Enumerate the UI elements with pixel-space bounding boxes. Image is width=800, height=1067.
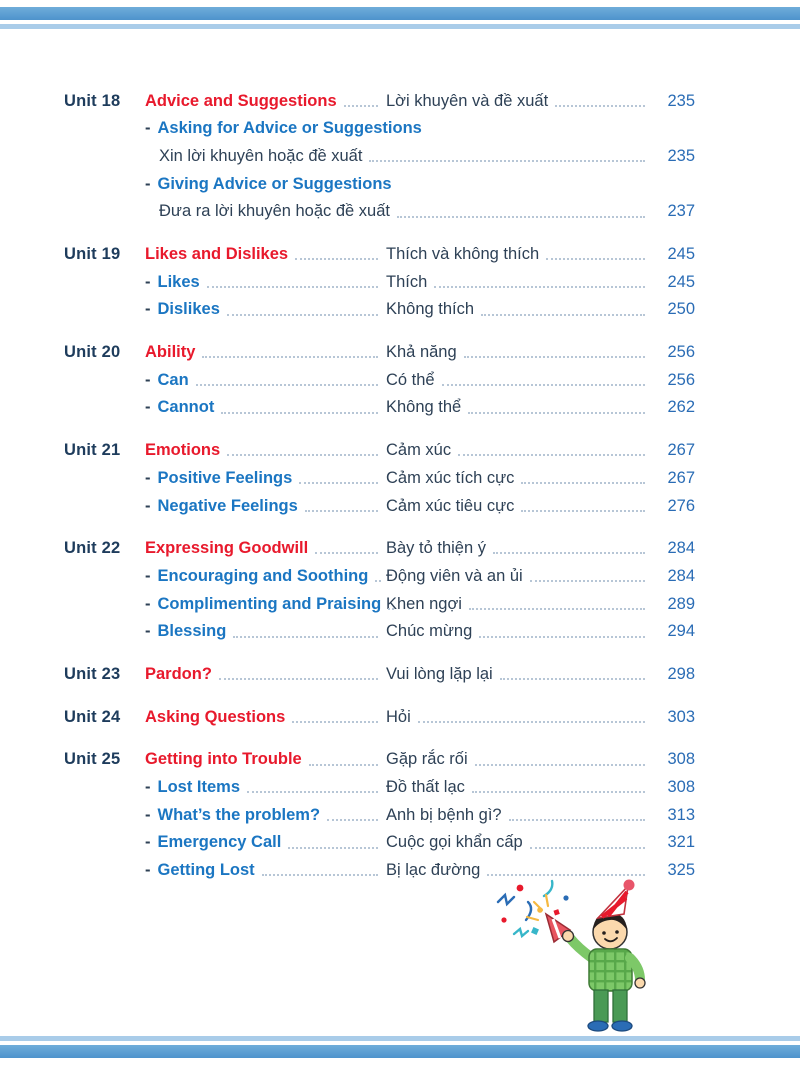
toc-unit bbox=[64, 703, 695, 731]
unit-title-vi-cell bbox=[386, 666, 653, 683]
unit-label: Unit 22 bbox=[64, 539, 121, 558]
unit-title-cell bbox=[145, 709, 386, 726]
page-number: 235 bbox=[667, 91, 695, 110]
unit-title-vi-cell bbox=[386, 540, 653, 557]
sub-dash: - bbox=[145, 272, 151, 291]
page-number: 313 bbox=[667, 805, 695, 824]
unit-title-cell bbox=[145, 540, 386, 557]
toc-sub-row bbox=[64, 492, 695, 520]
unit-label: Unit 23 bbox=[64, 664, 121, 683]
unit-title-vi: Lời khuyên và đề xuất bbox=[386, 91, 549, 110]
toc-sub-row bbox=[64, 268, 695, 296]
toc-unit-row bbox=[64, 87, 695, 115]
top-stripe-thick bbox=[0, 7, 800, 20]
sub-title-en: What’s the problem? bbox=[157, 805, 321, 824]
unit-title-cell bbox=[145, 442, 386, 459]
dot-leader bbox=[315, 552, 378, 554]
toc-sub-row bbox=[64, 198, 695, 226]
toc-unit-row bbox=[64, 535, 695, 563]
page-number: 321 bbox=[667, 833, 695, 852]
sub-title-en: Giving Advice or Suggestions bbox=[157, 174, 392, 193]
unit-title-vi-cell bbox=[386, 709, 653, 726]
unit-title-vi-cell bbox=[386, 442, 653, 459]
sub-dash: - bbox=[145, 805, 151, 824]
page-number: 235 bbox=[667, 146, 695, 165]
sub-title-en: Asking for Advice or Suggestions bbox=[157, 119, 422, 138]
unit-title-cell bbox=[145, 666, 386, 683]
sub-title-vi: Bị lạc đường bbox=[386, 861, 481, 880]
toc-unit bbox=[64, 240, 695, 323]
unit-title-vi: Khả năng bbox=[386, 343, 457, 362]
sub-dash: - bbox=[145, 300, 151, 319]
page-number: 237 bbox=[667, 202, 695, 221]
dot-leader bbox=[479, 636, 645, 638]
page-number: 250 bbox=[667, 300, 695, 319]
unit-title-en: Expressing Goodwill bbox=[145, 539, 309, 558]
dot-leader bbox=[221, 412, 378, 414]
unit-title-cell bbox=[145, 344, 386, 361]
dot-leader bbox=[500, 678, 645, 680]
toc-list bbox=[64, 87, 695, 884]
unit-title-vi: Hỏi bbox=[386, 707, 411, 726]
unit-title-vi: Bày tỏ thiện ý bbox=[386, 539, 486, 558]
sub-title-vi: Xin lời khuyên hoặc đề xuất bbox=[159, 146, 363, 165]
sub-title-en: Blessing bbox=[157, 622, 227, 641]
sub-title-en: Complimenting and Praising bbox=[157, 594, 382, 613]
unit-title-en: Ability bbox=[145, 343, 196, 362]
toc-unit bbox=[64, 87, 695, 225]
unit-title-cell bbox=[145, 751, 386, 768]
sub-dash: - bbox=[145, 468, 151, 487]
dot-leader bbox=[458, 454, 645, 456]
page-number: 325 bbox=[667, 861, 695, 880]
toc-sub-row bbox=[64, 394, 695, 422]
boy-party-popper-illustration bbox=[480, 876, 695, 1054]
dot-leader bbox=[530, 580, 645, 582]
page-number: 284 bbox=[667, 566, 695, 585]
sub-title-en: Emergency Call bbox=[157, 833, 282, 852]
dot-leader bbox=[233, 636, 378, 638]
unit-title-en: Asking Questions bbox=[145, 707, 286, 726]
unit-title-vi: Gặp rắc rối bbox=[386, 750, 468, 769]
sub-title-en: Getting Lost bbox=[157, 861, 255, 880]
sub-title-vi: Cuộc gọi khẩn cấp bbox=[386, 833, 523, 852]
dot-leader bbox=[388, 608, 394, 610]
dot-leader bbox=[207, 286, 378, 288]
sub-title-vi: Anh bị bệnh gì? bbox=[386, 805, 502, 824]
page-number: 267 bbox=[667, 441, 695, 460]
sub-title-en: Likes bbox=[157, 272, 200, 291]
dot-leader bbox=[288, 847, 378, 849]
dot-leader bbox=[530, 847, 645, 849]
unit-title-cell bbox=[145, 93, 386, 110]
toc-unit bbox=[64, 660, 695, 688]
dot-leader bbox=[481, 314, 645, 316]
top-stripe-thin bbox=[0, 24, 800, 29]
unit-label: Unit 19 bbox=[64, 245, 121, 264]
toc-sub-row bbox=[64, 142, 695, 170]
bottom-stripe-thin bbox=[0, 1036, 800, 1041]
dot-leader bbox=[468, 412, 645, 414]
unit-label: Unit 21 bbox=[64, 441, 121, 460]
page-number: 303 bbox=[667, 707, 695, 726]
bottom-stripe-thick bbox=[0, 1045, 800, 1058]
sub-title-vi: Khen ngợi bbox=[386, 594, 462, 613]
sub-dash: - bbox=[145, 778, 151, 797]
dot-leader bbox=[196, 384, 378, 386]
sub-dash: - bbox=[145, 496, 151, 515]
dot-leader bbox=[493, 552, 645, 554]
sub-title-en: Negative Feelings bbox=[157, 496, 298, 515]
sub-dash: - bbox=[145, 861, 151, 880]
sub-dash: - bbox=[145, 174, 151, 193]
unit-label: Unit 18 bbox=[64, 91, 121, 110]
page-number: 267 bbox=[667, 468, 695, 487]
dot-leader bbox=[418, 721, 645, 723]
sub-dash: - bbox=[145, 594, 151, 613]
toc-unit bbox=[64, 746, 695, 884]
dot-leader bbox=[521, 510, 645, 512]
dot-leader bbox=[469, 608, 645, 610]
dot-leader bbox=[375, 580, 381, 582]
unit-title-vi: Thích và không thích bbox=[386, 245, 540, 264]
sub-title-vi: Cảm xúc tích cực bbox=[386, 468, 515, 487]
unit-title-en: Emotions bbox=[145, 441, 221, 460]
dot-leader bbox=[202, 356, 378, 358]
toc-unit-row bbox=[64, 660, 695, 688]
dot-leader bbox=[509, 819, 645, 821]
unit-title-vi: Vui lòng lặp lại bbox=[386, 664, 493, 683]
toc-unit-row bbox=[64, 240, 695, 268]
sub-title-vi: Cảm xúc tiêu cực bbox=[386, 496, 515, 515]
dot-leader bbox=[546, 258, 645, 260]
dot-leader bbox=[434, 286, 645, 288]
sub-dash: - bbox=[145, 370, 151, 389]
sub-dash: - bbox=[145, 622, 151, 641]
dot-leader bbox=[262, 874, 378, 876]
page-number: 245 bbox=[667, 245, 695, 264]
sub-title-en: Encouraging and Soothing bbox=[157, 566, 369, 585]
dot-leader bbox=[464, 356, 645, 358]
dot-leader bbox=[397, 216, 645, 218]
toc-unit-row bbox=[64, 339, 695, 367]
dot-leader bbox=[344, 105, 378, 107]
sub-title-vi: Thích bbox=[386, 272, 428, 291]
page-number: 262 bbox=[667, 398, 695, 417]
page-number: 298 bbox=[667, 664, 695, 683]
page-number: 308 bbox=[667, 750, 695, 769]
unit-title-en: Likes and Dislikes bbox=[145, 245, 289, 264]
dot-leader bbox=[305, 510, 378, 512]
toc-unit-row bbox=[64, 437, 695, 465]
dot-leader bbox=[369, 160, 645, 162]
page-number: 294 bbox=[667, 622, 695, 641]
sub-title-en: Dislikes bbox=[157, 300, 220, 319]
sub-dash: - bbox=[145, 398, 151, 417]
dot-leader bbox=[219, 678, 378, 680]
toc-sub-row bbox=[64, 773, 695, 801]
unit-title-vi-cell bbox=[386, 246, 653, 263]
toc-sub-row bbox=[64, 296, 695, 324]
dot-leader bbox=[327, 819, 378, 821]
toc-sub-row bbox=[64, 829, 695, 857]
toc-sub-row bbox=[64, 170, 695, 198]
dot-leader bbox=[442, 384, 645, 386]
unit-title-en: Advice and Suggestions bbox=[145, 91, 337, 110]
dot-leader bbox=[295, 258, 378, 260]
dot-leader bbox=[521, 482, 645, 484]
sub-dash: - bbox=[145, 833, 151, 852]
dot-leader bbox=[299, 482, 378, 484]
unit-title-vi-cell bbox=[386, 344, 653, 361]
unit-title-vi: Cảm xúc bbox=[386, 441, 452, 460]
unit-title-en: Pardon? bbox=[145, 664, 212, 683]
sub-title-vi: Động viên và an ủi bbox=[386, 566, 523, 585]
toc-sub-row bbox=[64, 590, 695, 618]
sub-title-en: Can bbox=[157, 370, 189, 389]
sub-dash: - bbox=[145, 566, 151, 585]
toc-unit bbox=[64, 437, 695, 520]
toc-unit bbox=[64, 535, 695, 646]
toc-unit bbox=[64, 339, 695, 422]
page-number: 245 bbox=[667, 272, 695, 291]
page-number: 308 bbox=[667, 778, 695, 797]
dot-leader bbox=[227, 454, 378, 456]
sub-title-vi: Đồ thất lạc bbox=[386, 778, 465, 797]
sub-title-en: Cannot bbox=[157, 398, 215, 417]
page-number: 276 bbox=[667, 496, 695, 515]
unit-title-cell bbox=[145, 246, 386, 263]
sub-dash: - bbox=[145, 119, 151, 138]
page-number: 256 bbox=[667, 370, 695, 389]
toc-unit-row bbox=[64, 703, 695, 731]
unit-label: Unit 20 bbox=[64, 343, 121, 362]
sub-title-vi: Có thể bbox=[386, 370, 435, 389]
toc-sub-row bbox=[64, 464, 695, 492]
toc-unit-row bbox=[64, 746, 695, 774]
unit-label: Unit 25 bbox=[64, 750, 121, 769]
page-number: 289 bbox=[667, 594, 695, 613]
dot-leader bbox=[472, 791, 645, 793]
dot-leader bbox=[309, 764, 378, 766]
toc-sub-row bbox=[64, 115, 695, 143]
sub-title-vi: Không thể bbox=[386, 398, 462, 417]
toc-sub-row bbox=[64, 618, 695, 646]
toc-sub-row bbox=[64, 562, 695, 590]
sub-title-vi: Chúc mừng bbox=[386, 622, 473, 641]
sub-title-en: Lost Items bbox=[157, 778, 241, 797]
dot-leader bbox=[247, 791, 378, 793]
page-number: 256 bbox=[667, 343, 695, 362]
toc-sub-row bbox=[64, 801, 695, 829]
unit-title-en: Getting into Trouble bbox=[145, 750, 302, 769]
dot-leader bbox=[292, 721, 378, 723]
dot-leader bbox=[475, 764, 645, 766]
page-number: 284 bbox=[667, 539, 695, 558]
unit-title-vi-cell bbox=[386, 93, 653, 110]
sub-title-vi: Không thích bbox=[386, 300, 475, 319]
dot-leader bbox=[227, 314, 378, 316]
sub-title-vi: Đưa ra lời khuyên hoặc đề xuất bbox=[159, 202, 390, 221]
toc-sub-row bbox=[64, 366, 695, 394]
dot-leader bbox=[555, 105, 645, 107]
unit-title-vi-cell bbox=[386, 751, 653, 768]
sub-title-en: Positive Feelings bbox=[157, 468, 293, 487]
unit-label: Unit 24 bbox=[64, 707, 121, 726]
